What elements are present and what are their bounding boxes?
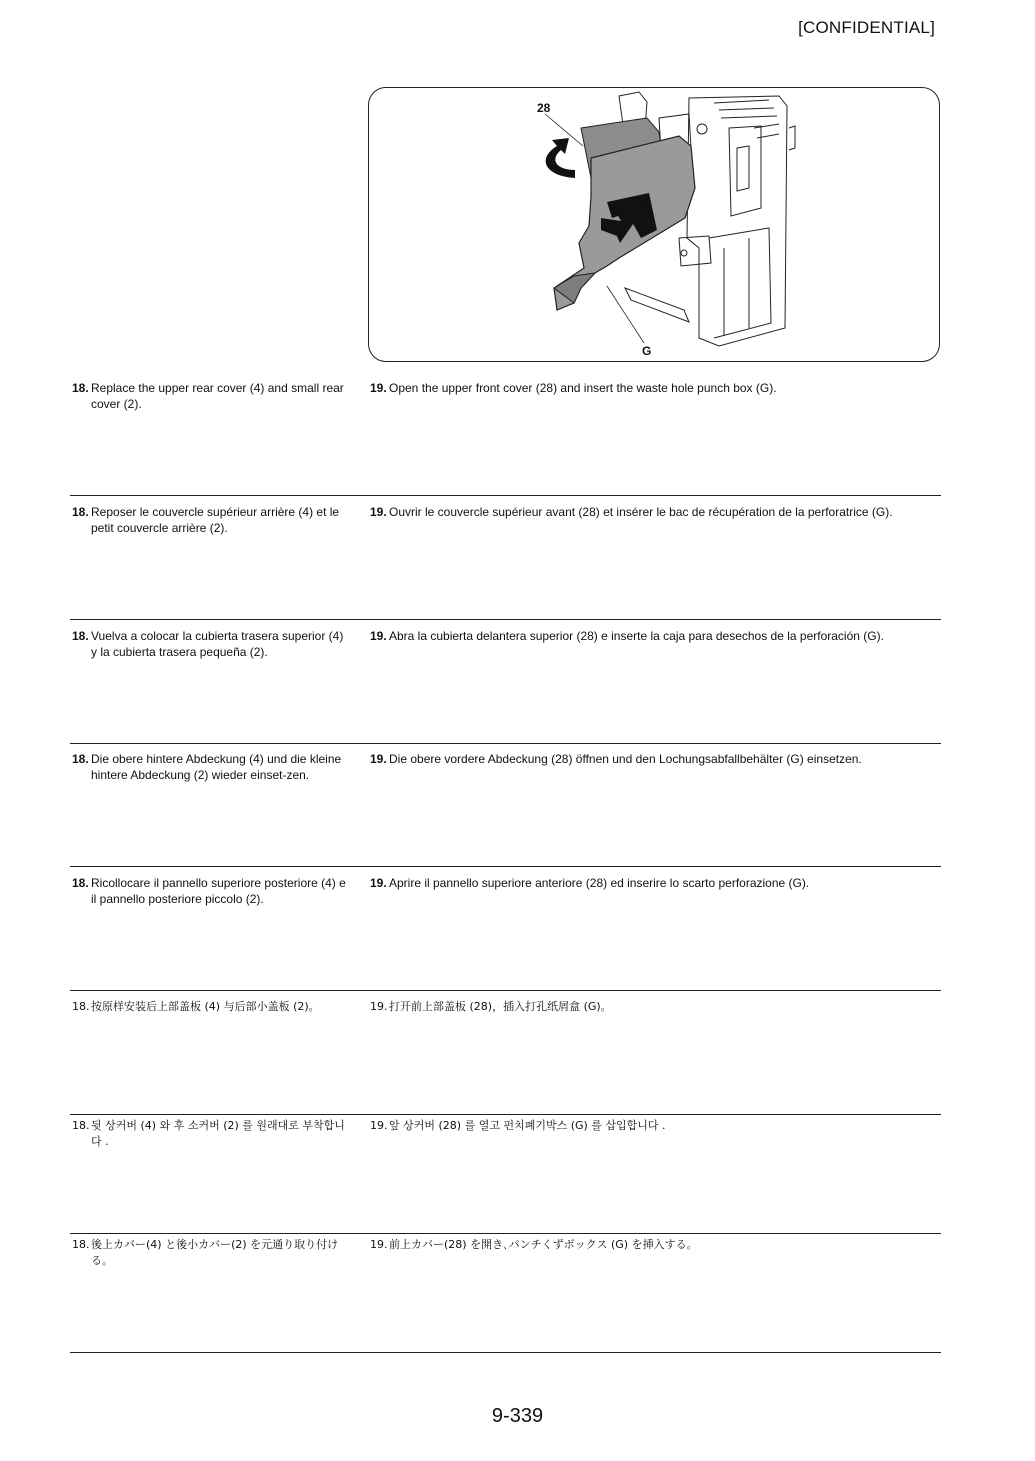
step-text: Vuelva a colocar la cubierta trasera superior (4) y la cubierta trasera pequeña (2). [91, 629, 344, 659]
step-text: Open the upper front cover (28) and insert the waste hole punch box (G). [389, 381, 777, 395]
step-19 [370, 1237, 942, 1253]
step-19 [370, 504, 942, 520]
step-text: Replace the upper rear cover (4) and small rear cover (2). [91, 381, 344, 411]
section-de [70, 743, 941, 867]
step-19 [370, 628, 942, 644]
step-number: 18. [72, 505, 89, 519]
step-18 [72, 751, 347, 783]
step-text: 按原样安装后上部盖板 (4) 与后部小盖板 (2)。 [91, 1000, 320, 1013]
step-text: 뒷 상커버 (4) 와 후 소커버 (2) 를 원래대로 부착합니다 . [91, 1119, 345, 1148]
step-number: 19. [370, 381, 387, 395]
step-text: Reposer le couvercle supérieur arrière (4) et le petit couvercle arrière (2). [91, 505, 340, 535]
step-19 [370, 751, 942, 767]
finisher-illustration [369, 88, 940, 362]
step-number: 18. [72, 629, 89, 643]
section-it [70, 867, 941, 991]
step-19 [370, 875, 942, 891]
step-text: Abra la cubierta delantera superior (28) e inserte la caja para desechos de la perforación (G). [389, 629, 884, 643]
step-18 [72, 380, 347, 412]
page-number: 9-339 [491, 1405, 544, 1427]
callout-g: G [642, 344, 652, 358]
step-number: 19. [370, 505, 387, 519]
step-number: 18. [72, 1238, 90, 1251]
step-number: 19. [370, 1119, 388, 1132]
step-number: 19. [370, 876, 387, 890]
section-es [70, 620, 941, 744]
step-number: 18. [72, 752, 89, 766]
step-number: 18. [72, 381, 89, 395]
section-ko [70, 1110, 941, 1234]
step-text: 打开前上部盖板 (28)，插入打孔纸屑盒 (G)。 [389, 1000, 612, 1013]
step-19 [370, 380, 942, 396]
step-number: 18. [72, 1119, 90, 1132]
section-fr [70, 496, 941, 620]
illustration-frame [368, 87, 940, 362]
step-18 [72, 1237, 347, 1269]
step-19 [370, 999, 942, 1015]
step-number: 19. [370, 629, 387, 643]
curved-arrow-icon [546, 138, 575, 178]
step-number: 19. [370, 1238, 388, 1251]
step-18 [72, 875, 347, 907]
step-text: 앞 상커버 (28) 를 열고 펀치폐기박스 (G) 를 삽입합니다 . [389, 1119, 666, 1132]
callout-28: 28 [537, 101, 551, 115]
step-18 [72, 628, 347, 660]
confidential-label: [CONFIDENTIAL] [798, 18, 935, 37]
step-text: Aprire il pannello superiore anteriore (28) ed inserire lo scarto perforazione (G). [389, 876, 810, 890]
step-18 [72, 999, 347, 1015]
step-text: 前上カバー(28) を開き､パンチくずボックス (G) を挿入する。 [389, 1238, 698, 1251]
section-zh [70, 991, 941, 1115]
section-ja [70, 1229, 941, 1353]
step-18 [72, 504, 347, 536]
step-text: Ricollocare il pannello superiore posteriore (4) e il pannello posteriore piccolo (2). [91, 876, 346, 906]
step-19 [370, 1118, 942, 1134]
step-text: Die obere hintere Abdeckung (4) und die kleine hintere Abdeckung (2) wieder einset-zen. [91, 752, 342, 782]
step-text: Die obere vordere Abdeckung (28) öffnen und den Lochungsabfallbehälter (G) einsetzen. [389, 752, 862, 766]
step-number: 19. [370, 752, 387, 766]
section-en [70, 372, 941, 496]
step-number: 19. [370, 1000, 388, 1013]
step-text: 後上カバー(4) と後小カバー(2) を元通り取り付ける。 [91, 1238, 339, 1267]
step-text: Ouvrir le couvercle supérieur avant (28) et insérer le bac de récupération de la perforatrice (G). [389, 505, 893, 519]
step-18 [72, 1118, 347, 1150]
step-number: 18. [72, 1000, 90, 1013]
step-number: 18. [72, 876, 89, 890]
